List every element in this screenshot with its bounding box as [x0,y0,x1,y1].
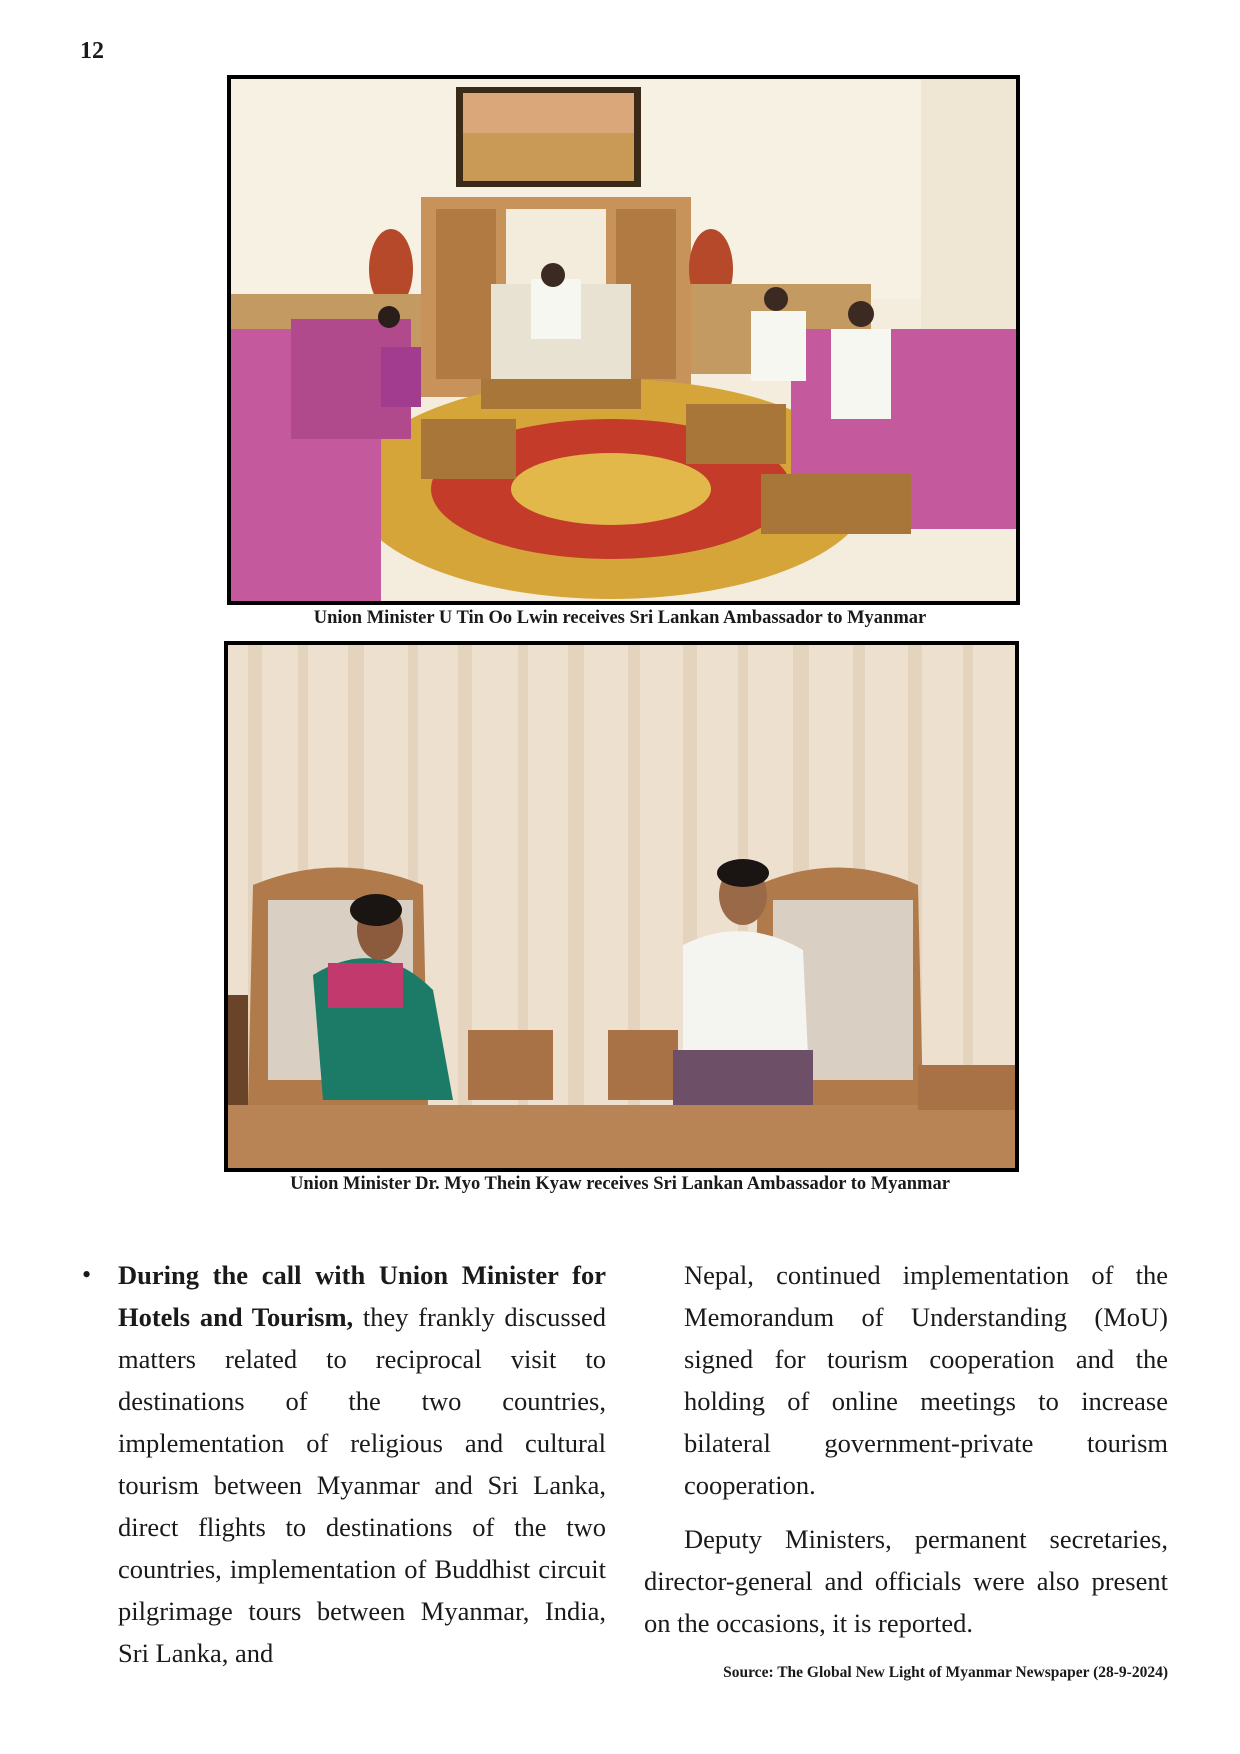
article-right-column [644,1254,1168,1644]
article-left-column [82,1254,606,1674]
meeting-photo-2 [224,641,1019,1172]
left-paragraph [118,1254,606,1674]
page-number: 12 [80,38,104,64]
photo-2-caption: Union Minister Dr. Myo Thein Kyaw receives Sri Lankan Ambassador to Myanmar [290,1174,950,1194]
lead-bold-text: During the call with Union Minister for Hotels and Tourism, [118,1260,606,1332]
source-credit: Source: The Global New Light of Myanmar Newspaper (28-9-2024) [723,1664,1168,1681]
right-paragraph-2: Deputy Ministers, permanent secretaries, director-general and officials were also present on the occasions, it is reported. [644,1524,1168,1638]
right-paragraph-1: Nepal, continued implementation of the Memorandum of Understanding (MoU) signed for tourism cooperation and the holding of online meetings to increase bilateral government-private tourism cooperation. [684,1260,1168,1500]
left-body-text: they frankly discussed matters related to reciprocal visit to destinations of the two countries, implementation of religious and cultural tourism between Myanmar and Sri Lanka, direct flights to destinations of the two countries, implementation of Buddhist circuit pilgrimage tours between Myanmar, India, Sri Lanka, and [118,1302,606,1668]
photo-1-caption: Union Minister U Tin Oo Lwin receives Sri Lankan Ambassador to Myanmar [313,608,927,628]
bullet-point: • [82,1260,92,1289]
meeting-photo-1 [227,75,1020,605]
